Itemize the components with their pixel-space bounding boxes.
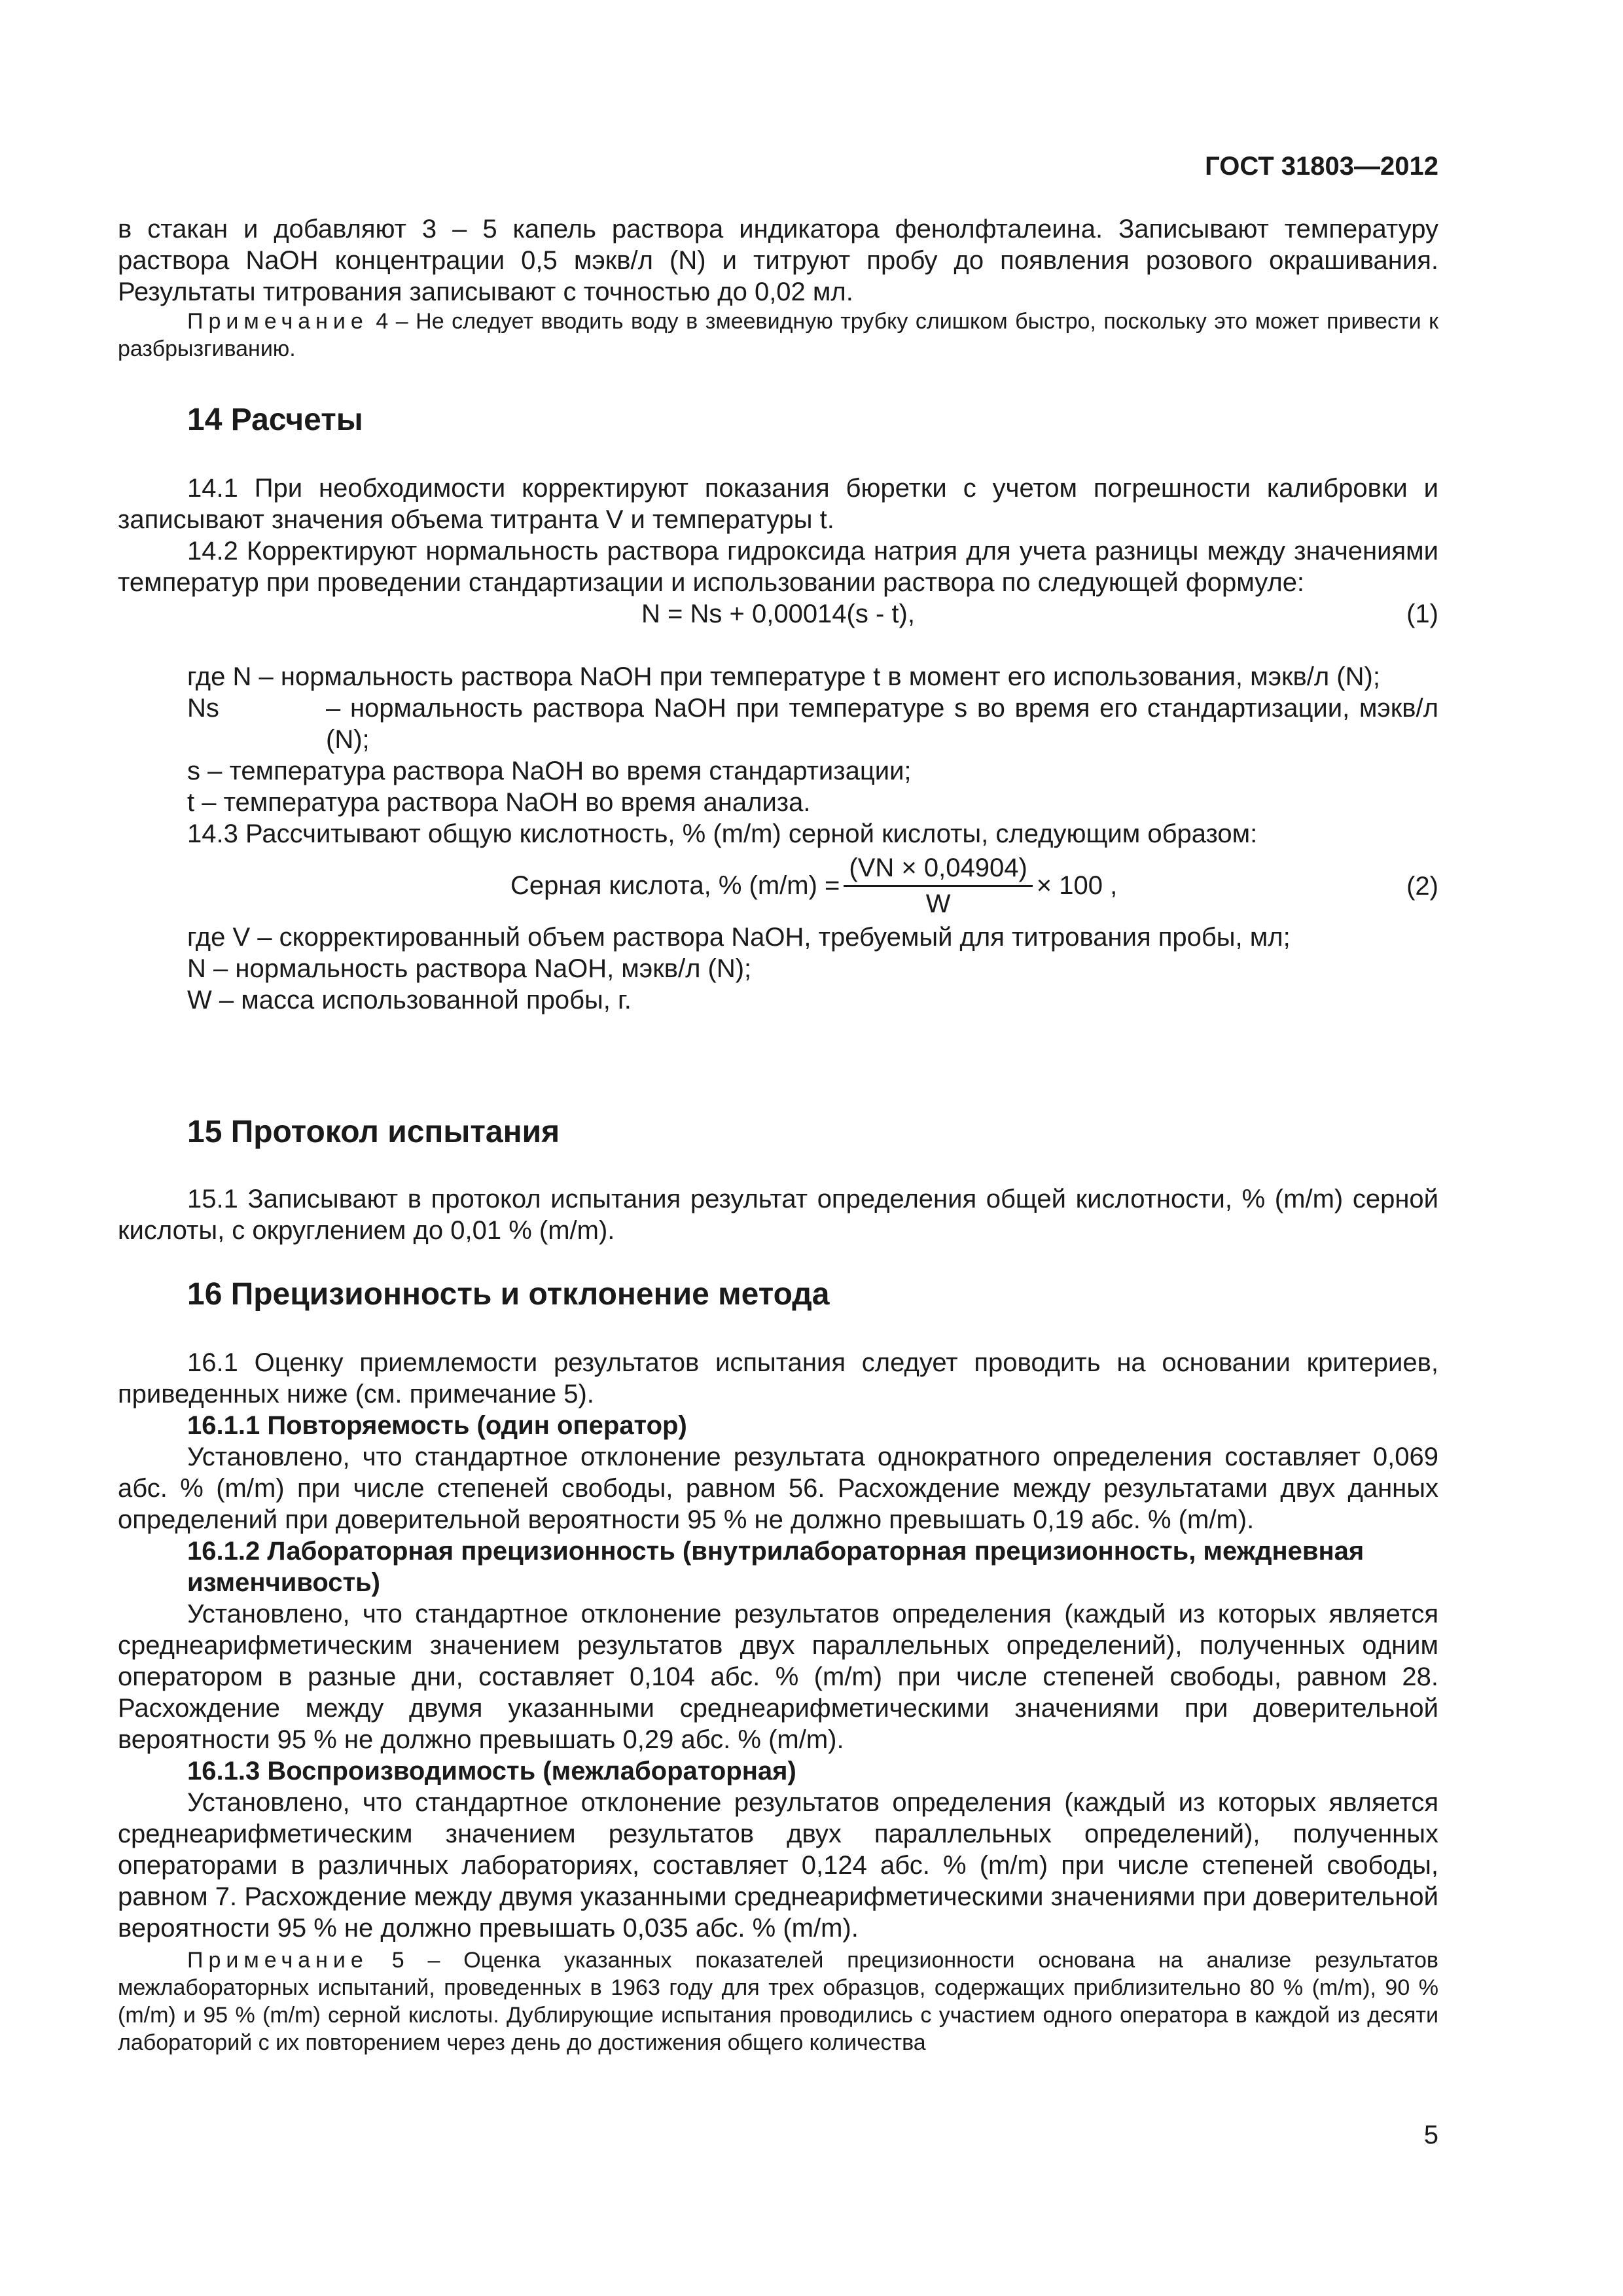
formula-2-left: Серная кислота, % (m/m) =	[510, 871, 840, 900]
paragraph-14-2: 14.2 Корректируют нормальность раствора гидроксида натрия для учета разницы между значениями температур при проведении стандартизации и использовании раствора по следующей формуле:	[118, 537, 1438, 597]
paragraph-16-1: 16.1 Оценку приемлемости результатов испытания следует проводить на основании критериев, приведенных ниже (см. примечание 5).	[118, 1348, 1438, 1408]
paragraph-16-1-3: Установлено, что стандартное отклонение результатов определения (каждый из которых является среднеарифметическим значением результатов двух параллельных определений), полученных операторами в различных лабораториях, составляет 0,124 абс. % (m/m) при числе степеней свободы, равном 7. Расхождение между двумя указанными среднеарифметическими значениями при доверительной вероятности 95 % не должно превышать 0,035 абс. % (m/m).	[118, 1788, 1438, 1943]
formula-2	[118, 850, 1438, 922]
section-14-body	[118, 473, 1438, 1016]
where-n2: N – нормальность раствора NaOH, мэкв/л (N);	[187, 954, 752, 983]
document-page	[118, 0, 1438, 2296]
page-number: 5	[1423, 2121, 1438, 2149]
document-header: ГОСТ 31803—2012	[1205, 152, 1438, 181]
section-15-body	[118, 1183, 1438, 1246]
formula-2-fraction	[844, 852, 1032, 920]
paragraph-16-1-1: Установлено, что стандартное отклонение результата однократного определения составляет 0,069 абс. % (m/m) при числе степеней свободы, равном 56. Расхождение между результатами двух данных определений при доверительной вероятности 95 % не должно превышать 0,19 абс. % (m/m).	[118, 1443, 1438, 1534]
note-4	[118, 308, 1438, 363]
formula-2-expression	[510, 850, 1117, 922]
where-ns-row	[118, 692, 1438, 755]
note-5	[118, 1946, 1438, 2056]
note-5-text: 5 – Оценка указанных показателей прецизионности основана на анализе результатов межлабораторных испытаний, проведенных в 1963 году для трех образцов, содержащих приблизительно 80 % (m/m), 90 % (m/m) и 95 % (m/m) серной кислоты. Дублирующие испытания проводились с участием одного оператора в каждой из десяти лабораторий с их повторением через день до достижения общего количества	[118, 1948, 1438, 2055]
formula-1	[118, 598, 1438, 630]
formula-2-number: (2)	[1406, 872, 1438, 901]
formula-1-expression: N = Ns + 0,00014(s - t),	[641, 600, 915, 628]
section-16-title: 16 Прецизионность и отклонение метода	[187, 1277, 830, 1312]
formula-2-right: × 100 ,	[1036, 871, 1118, 900]
where-v: где V – скорректированный объем раствора NaOH, требуемый для титрования пробы, мл;	[187, 923, 1291, 952]
where-ns-term: Ns	[187, 694, 219, 723]
paragraph-15-1: 15.1 Записывают в протокол испытания результат определения общей кислотности, % (m/m) серной кислоты, с округлением до 0,01 % (m/m).	[118, 1185, 1438, 1245]
intro-paragraph: в стакан и добавляют 3 – 5 капель раствора индикатора фенолфталеина. Записывают температуру раствора NaOH концентрации 0,5 мэкв/л (N) и титруют пробу до появления розового окрашивания. Результаты титрования записывают с точностью до 0,02 мл.	[118, 215, 1438, 306]
intro-block	[118, 213, 1438, 363]
where-n: где N – нормальность раствора NaOH при температуре t в момент его использования, мэкв/л (N);	[187, 662, 1380, 691]
heading-16-1-2: 16.1.2 Лабораторная прецизионность (внутрилабораторная прецизионность, междневная изменчивость)	[187, 1537, 1364, 1597]
paragraph-14-1: 14.1 При необходимости корректируют показания бюретки с учетом погрешности калибровки и записывают значения объема титранта V и температуры t.	[118, 474, 1438, 534]
where-t: t – температура раствора NaOH во время анализа.	[187, 788, 811, 817]
where-w: W – масса использованной пробы, г.	[187, 986, 632, 1014]
note-4-text: 4 – Не следует вводить воду в змеевидную трубку слишком быстро, поскольку это может привести к разбрызгиванию.	[118, 309, 1438, 361]
heading-16-1-3: 16.1.3 Воспроизводимость (межлабораторная)	[187, 1757, 796, 1785]
paragraph-14-3: 14.3 Рассчитывают общую кислотность, % (m/m) серной кислоты, следующим образом:	[187, 819, 1258, 848]
heading-16-1-1: 16.1.1 Повторяемость (один оператор)	[187, 1411, 687, 1440]
section-15	[118, 1117, 1438, 1148]
note-5-label: Примечание	[187, 1948, 368, 1973]
section-15-title: 15 Протокол испытания	[187, 1115, 560, 1149]
where-ns: – нормальность раствора NaOH при температуре s во время его стандартизации, мэкв/л (N);	[326, 694, 1438, 754]
section-16-body	[118, 1347, 1438, 2056]
section-16	[118, 1279, 1438, 1310]
formula-1-number: (1)	[1406, 600, 1438, 628]
section-14	[118, 404, 1438, 436]
paragraph-16-1-2: Установлено, что стандартное отклонение результатов определения (каждый из которых является среднеарифметическим значением результатов двух параллельных определений), полученных одним оператором в разные дни, составляет 0,104 абс. % (m/m) при числе степеней свободы, равном 28. Расхождение между двумя указанными среднеарифметическими значениями при доверительной вероятности 95 % не должно превышать 0,29 абс. % (m/m).	[118, 1600, 1438, 1754]
formula-2-numerator: (VN × 0,04904)	[844, 852, 1032, 887]
where-s: s – температура раствора NaOH во время стандартизации;	[187, 757, 912, 785]
note-4-label: Примечание	[187, 309, 368, 334]
formula-2-denominator: W	[925, 889, 951, 918]
section-14-title: 14 Расчеты	[187, 403, 363, 437]
